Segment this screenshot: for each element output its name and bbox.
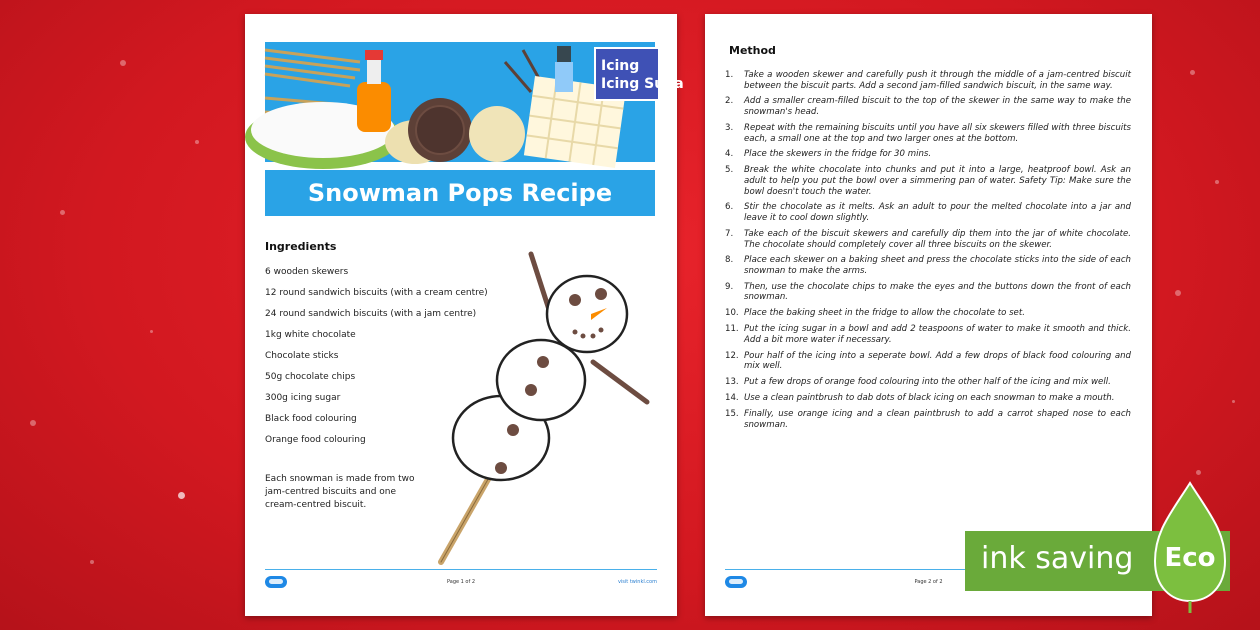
ink-saving-label: ink saving (981, 541, 1134, 576)
ingredient-item: 300g icing sugar (265, 393, 341, 403)
recipe-title: Snowman Pops Recipe (307, 179, 613, 207)
method-step: 2. Add a smaller cream-filled biscuit to the top of the skewer in the same way to make the snowman's head. (725, 96, 1131, 118)
ingredient-item: 12 round sandwich biscuits (with a cream centre) (265, 288, 488, 298)
banner-label: Icing Suga (601, 76, 684, 92)
svg-text:Icing: Icing (601, 58, 640, 74)
recipe-page-2 (705, 14, 1152, 616)
method-step: 12. Pour half of the icing into a seperate bowl. Add a few drops of black food colouring and mix well. (725, 350, 1131, 372)
method-step: 15. Finally, use orange icing and a clean paintbrush to add a carrot shaped nose to each snowman. (725, 409, 1131, 430)
method-step: 4. Place the skewers in the fridge for 30 mins. (725, 149, 932, 160)
page-number: Page 2 of 2 (914, 579, 943, 585)
ingredient-item: 24 round sandwich biscuits (with a jam centre) (265, 309, 477, 319)
ingredients-heading: Ingredients (265, 240, 337, 253)
ingredient-item: 50g chocolate chips (265, 372, 356, 382)
eco-label: Eco (1164, 543, 1216, 573)
method-step: 9. Then, use the chocolate chips to make the eyes and the buttons down the front of each snowman. (725, 281, 1131, 303)
method-step: 13. Put a few drops of orange food colouring into the other half of the icing and mix well. (725, 377, 1111, 388)
ingredient-item: 6 wooden skewers (265, 267, 349, 277)
footer-link[interactable]: visit twinkl.com (617, 579, 657, 585)
method-step: 14. Use a clean paintbrush to dab dots of black icing on each snowman to make a mouth. (725, 393, 1115, 404)
recipe-page-1 (245, 14, 684, 616)
method-step: 7. Take each of the biscuit skewers and carefully dip them into the jar of white chocolate. The chocolate should completely cover all three biscuits on the skewer. (725, 228, 1131, 250)
ingredients-banner-image (265, 42, 684, 162)
method-step: 6. Stir the chocolate as it melts. Ask an adult to pour the melted chocolate into a jar and leave it to cool down slightly. (725, 202, 1131, 224)
snowman-pop-illustration (415, 242, 655, 572)
method-step: 1. Take a wooden skewer and carefully push it through the middle of a jam-centred biscuit between the biscuit parts. Add a second jam-filled sandwich biscuit, in the same way. (725, 70, 1131, 91)
method-heading: Method (729, 44, 776, 57)
ink-saving-eco-badge (965, 531, 1248, 591)
method-steps (725, 70, 1131, 435)
ingredient-item: Black food colouring (265, 414, 357, 424)
ingredient-item: Orange food colouring (265, 435, 366, 445)
method-step: 5. Break the white chocolate into chunks and put it into a large, heatproof bowl. Ask an adult to help you put the bowl over a simmering pan of water. Safety Tip: Make sure the bowl doesn't touch the water. (725, 165, 1131, 197)
ingredients-note: Each snowman is made from two jam-centred biscuits and one cream-centred biscuit. (265, 474, 415, 510)
method-step: 10. Place the baking sheet in the fridge to allow the chocolate to set. (725, 308, 1025, 319)
method-step: 8. Place each skewer on a baking sheet and press the chocolate sticks into the side of each snowman to make the arms. (725, 255, 1131, 276)
ingredient-item: Chocolate sticks (265, 351, 339, 361)
ingredient-item: 1kg white chocolate (265, 330, 356, 340)
page-number: Page 1 of 2 (446, 579, 476, 585)
method-step: 11. Put the icing sugar in a bowl and add 2 teaspoons of water to make it smooth and thick. Add a bit more water if necessary. (725, 324, 1131, 345)
title-bar (265, 170, 655, 216)
method-step: 3. Repeat with the remaining biscuits until you have all six skewers filled with three biscuits each, a small one at the top and two larger ones at the bottom. (725, 122, 1131, 144)
page-footer (265, 569, 657, 596)
